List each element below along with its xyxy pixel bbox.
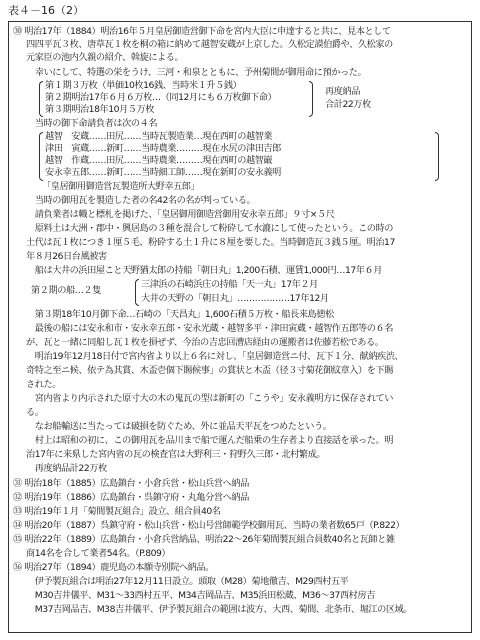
left-bracket: [39, 132, 43, 181]
second-period-ships-label: 第２期の船…２隻: [31, 285, 101, 296]
left-bracket: [135, 279, 139, 306]
union-line-3: M37吉岡品吉、M38吉井儀平、伊予製瓦組合の範囲は波方、大西、菊間、北条市、堀江の区域。: [26, 604, 413, 615]
text-line: 宮内省より内示された原寸大の木の鬼瓦の型は新町の「こうや」安永義明方に保存されてい: [26, 393, 393, 404]
delivery-period-2: 第２期明治17年６月６万枚…（同12月にも６万枚御下命）: [45, 92, 277, 103]
text-line: 明治19年12月18日付で宮内省より以上６名に対し、「皇居御造営ニ付、瓦下１分、献納疾渋、: [26, 351, 404, 362]
text-line: 奇特之至ニ候、依テ為其賞、木盃壱個下賜候事」の賞状と木盃（径３寸菊花御紋章入）を下賜: [26, 365, 393, 376]
entry-32: ㉜ 明治19年（1886）広島鎮台・呉鎮守府・丸亀分営へ納品: [13, 492, 249, 503]
delivery-period-3: 第３期明治18年10月５万枚: [45, 104, 154, 115]
left-bracket: [39, 81, 43, 117]
table-title: 表４－16（2）: [8, 4, 84, 17]
ship-row: 三津浜の石崎浜庄の持船「天一丸」17年２月: [141, 279, 318, 290]
text-line: 当時の御下命請負者は次の４名: [26, 118, 158, 129]
ship-row: 大井の天野の「朝日丸」………………17年12月: [141, 293, 329, 304]
text-line: 年８月26日台風被害: [26, 251, 107, 262]
text-line: 土代は瓦１枚につき１厘５毛、粉砕する土１升に８厘を要した。当時御造瓦３銭５厘。明治17: [26, 237, 395, 248]
text-line: 最後の船には安永和市・安永幸五郎・安永光蔵・越智多平・津田寅蔵・越智作五郎等の６名: [26, 323, 393, 334]
text-line: 村上は昭和の初に、この御用瓦を品川まで船で運んだ船乗の生存者より直接話を承った。明: [26, 435, 393, 446]
total-label: 合計22万枚: [325, 99, 371, 110]
contractor-row: 津田 寅蔵……新町……当時農業………現在水尻の津田吉郎: [45, 143, 281, 154]
entry-30-line-3: 元家臣の池内久親の紹介、斡旋による。: [26, 52, 184, 63]
text-line: 請負業者は幟と標札を掲げた、「皇居御用御造営御用安永幸五郎」９寸×５尺: [26, 209, 335, 220]
entry-33: ㉝ 明治19年１月「菊間製瓦組合」設立、組合員40名: [13, 506, 221, 517]
text-line: された。: [26, 379, 61, 390]
text-line: 治17年に来県した宮内省の瓦の検査官は大野利三・狩野久三郎・北村繁成。: [26, 449, 326, 460]
text-line: 船は大井の浜田屋こと天野猶太郎の持船「朝日丸」1,200石積、運賃1,000円…17年６月: [26, 265, 382, 276]
contractor-row: 越智 作蔵……田尻……当時農業………現在西町の越智巌: [45, 155, 273, 166]
text-line: なお船輸送に当たっては破損を防ぐため、外に並品天平瓦をつめたという。: [26, 421, 332, 432]
text-line: 原料土は大洲・郡中・興居島の３種を混合して粉砕して水漉にして使ったという。この時の: [26, 223, 393, 234]
union-line-2: M30吉井儀平、M31～33西村五平、M34吉岡品吉、M35浜田松蔵、M36～37西村房吉: [26, 590, 375, 601]
text-line: が、瓦と一緒に同船し瓦１枚を損ぜず、今治の吉忠回漕店経由の運搬者は佐藤若松である。: [26, 337, 384, 348]
right-bracket: [435, 132, 439, 181]
entry-35-line-1: ㉟ 明治22年（1889）広島鎮台・小倉兵営納品、明治22～26年菊間製瓦組合員数40名と瓦師と雑: [13, 534, 395, 545]
entry-30-line-1: ㉚ 明治17年（1884）明治16年５月皇居御造営御下命を宮内大臣に申達すると共に、見本として: [13, 26, 391, 37]
text-line: 当時の御用瓦を製造した者の名42名の名が判っている。: [26, 195, 256, 206]
entry-34: ㉞ 明治20年（1887）呉鎮守府・松山兵営・松山号営師範学校御用瓦、当時の業者数65戸（P.822）: [13, 520, 405, 531]
text-line: 「皇居御用御造営瓦製造所大野幸五郎」: [42, 181, 200, 192]
text-line: 再度納品計22万枚: [26, 463, 107, 474]
entry-31: ㉛ 明治18年（1885）広島鎮台・小倉兵営・松山兵営へ納品: [13, 478, 249, 489]
redelivery-label: 再度納品: [325, 86, 360, 97]
text-line: る。: [26, 407, 44, 418]
delivery-period-1: 第１期３万枚（単価10枚16銭、当時米１升５銭）: [45, 80, 242, 91]
text-line: 第３期18年10月御下命…石崎の「天昌丸」1,600石積５万枚・船長来島徳松: [26, 309, 334, 320]
entry-36: ㊱ 明治27年（1894）鹿児島の本願寺別院へ納品。: [13, 562, 214, 573]
text-line: 幸いにして、特選の栄をうけ、三河・和泉とともに、予州菊間が御用命に預かった。: [26, 67, 367, 78]
table-frame: [8, 21, 472, 633]
right-bracket: [309, 81, 313, 117]
union-line-1: 伊予製瓦組合は明治27年12月11日設立。頭取（M28）菊地徹吉、M29西村五平: [26, 576, 349, 587]
contractor-row: 越智 安蔵……田尻……当時瓦製造業…現在西町の越智業: [45, 131, 273, 142]
contractor-row: 安永幸五郎……新町……当時細工師……現在新町の安永義明: [45, 167, 281, 178]
entry-30-line-2: 四四平瓦３枚、唐草瓦１枚を桐の箱に納めて越智安蔵が上京した。久松定謨伯爵や、久松家の: [26, 39, 393, 50]
entry-35-line-2: 商14名を合して業者54名。（P.809）: [26, 548, 171, 559]
